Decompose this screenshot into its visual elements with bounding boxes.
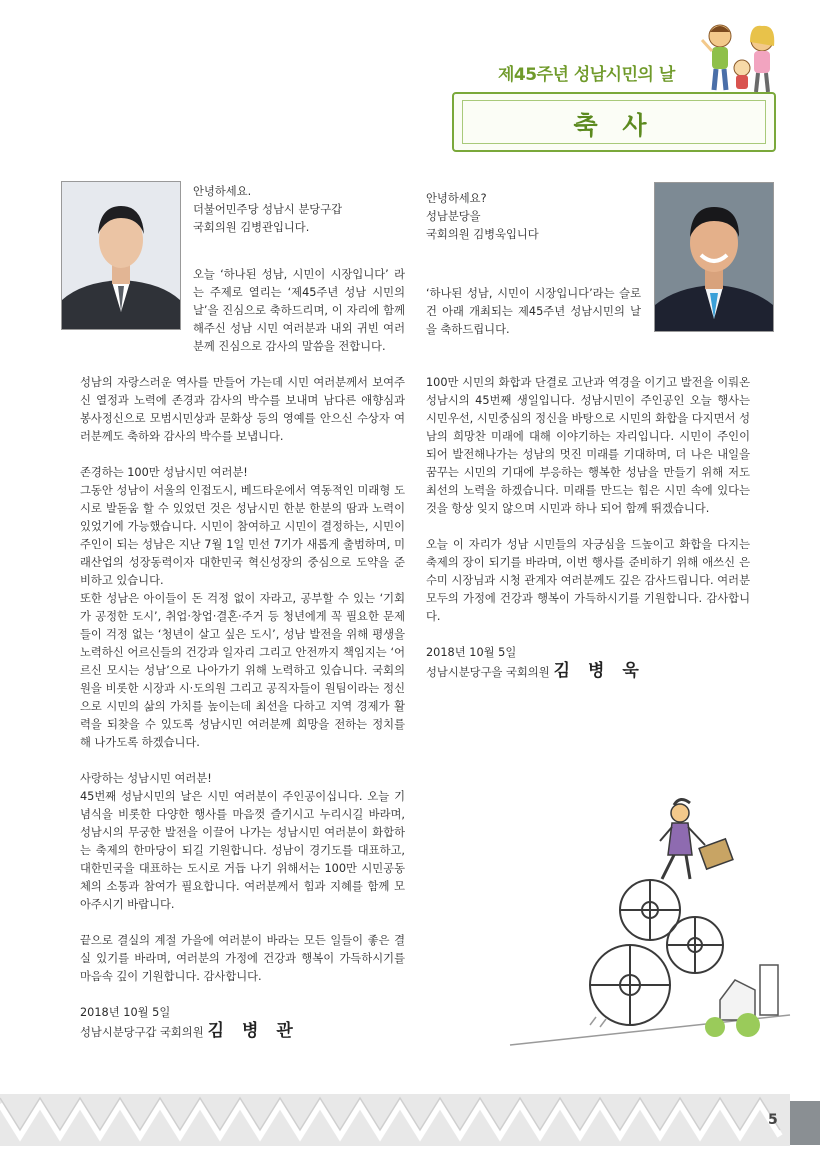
- left-intro: [193, 183, 403, 237]
- header-illustration: [690, 18, 790, 98]
- right-paragraph-3: 오늘 이 자리가 성남 시민들의 자긍심을 드높이고 화합을 다지는 축제의 장이 되기를 바라며, 이번 행사를 준비하기 위해 애쓰신 은수미 시장님과 시청 관계자 여러분께도 깊은 감사드립니다. 여러분 모두의 가정에 건강과 행복이 가득하시기를 기원합니다. 감사합니다.: [426, 538, 750, 623]
- page-number: 5: [768, 1112, 778, 1128]
- left-paragraph: [193, 266, 405, 356]
- right-signature: [426, 662, 750, 682]
- left-paragraph-3: 그동안 성남이 서울의 인접도시, 베드타운에서 역동적인 미래형 도시로 발돋움 할 수 있었던 것은 성남시민 한분 한분의 땀과 노력이 있었기에 가능했습니다. 시민이 참여하고 시민이 결정하는, 시민이 주인이 되는 성남은 지난 7월 1일 민선 7기가 새롭게 출범하며, 미래산업의 성장동력이자 대한민국 혁신성장의 중심으로 도약을 준비하고 있습니다.: [80, 484, 405, 587]
- right-paragraph-1: ‘하나된 성남, 시민이 시장입니다’라는 슬로건 아래 개최되는 제45주년 성남시민의 날을 축하드립니다.: [426, 287, 641, 336]
- title-frame: [452, 92, 776, 152]
- left-signer-title: 성남시분당구갑 국회의원: [80, 1026, 204, 1039]
- right-date: 2018년 10월 5일: [426, 646, 517, 659]
- left-body: [80, 374, 405, 1042]
- portrait-photo-right: [654, 182, 774, 332]
- left-signer-name: 김 병 관: [207, 1021, 299, 1041]
- right-signer-title: 성남시분당구을 국회의원: [426, 666, 550, 679]
- left-paragraph-2: 성남의 자랑스러운 역사를 만들어 가는데 시민 여러분께서 보여주신 열정과 노력에 존경과 감사의 박수를 보내며 남다른 애향심과 봉사정신으로 모범시민상과 문화상 등의 영예를 안으신 수상자 여러분께도 축하와 감사의 박수를 보냅니다.: [80, 376, 405, 443]
- left-intro-line: 국회의원 김병관입니다.: [193, 221, 310, 234]
- right-intro-line: 국회의원 김병욱입니다: [426, 228, 539, 241]
- left-paragraph-5-title: 사랑하는 성남시민 여러분!: [80, 772, 212, 785]
- gears-businessman-illustration: [500, 795, 800, 1060]
- left-intro-line: 안녕하세요.: [193, 185, 252, 198]
- left-intro-line: 더불어민주당 성남시 분당구갑: [193, 203, 343, 216]
- right-body: [426, 374, 750, 682]
- left-paragraph-6: 끝으로 결실의 계절 가을에 여러분이 바라는 모든 일들이 좋은 결실 있기를 바라며, 여러분의 가정에 건강과 행복이 가득하시기를 마음속 깊이 기원합니다. 감사합니다.: [80, 934, 405, 983]
- right-paragraph: [426, 285, 641, 339]
- portrait-photo-left: [61, 181, 181, 330]
- footer-pattern: [0, 1094, 790, 1146]
- page-number-tab: [790, 1101, 820, 1145]
- right-intro-line: 성남분당을: [426, 210, 481, 223]
- right-intro-line: 안녕하세요?: [426, 192, 487, 205]
- right-intro: [426, 190, 646, 244]
- left-paragraph-3-title: 존경하는 100만 성남시민 여러분!: [80, 466, 248, 479]
- left-paragraph-5: 45번째 성남시민의 날은 시민 여러분이 주인공이십니다. 오늘 기념식을 비롯한 다양한 행사를 마음껏 즐기시고 누리시길 바라며, 성남시의 무궁한 발전을 이끌어 나가는 성남시민 여러분이 화합하는 축제의 한마당이 되길 기원합니다. 성남이 경기도를 대표하고, 대한민국을 대표하는 도시로 거듭 나기 위해서는 100만 시민공동체의 소통과 참여가 필요합니다. 여러분께서 힘과 지혜를 함께 모아주시기 바랍니다.: [80, 790, 405, 911]
- left-paragraph-1: 오늘 ‘하나된 성남, 시민이 시장입니다’ 라는 주제로 열리는 ‘제45주년 성남 시민의 날’을 진심으로 축하드리며, 이 자리에 함께 해주신 성남 시민 여러분과 내외 귀빈 여러분께 진심으로 감사의 말씀을 전합니다.: [193, 268, 405, 353]
- right-signer-name: 김 병 욱: [553, 661, 645, 681]
- left-signature: [80, 1022, 405, 1042]
- event-title: 제45주년 성남시민의 날: [498, 65, 675, 85]
- right-paragraph-2: 100만 시민의 화합과 단결로 고난과 역경을 이기고 발전을 이뤄온 성남시의 45번째 생일입니다. 성남시민이 주인공인 오늘 행사는 시민우선, 시민중심의 정신을 바탕으로 시민의 화합을 다지면서 성남의 희망찬 미래에 대해 이야기하는 자리입니다. 시민이 주인이 되어 발전해나가는 성남의 멋진 미래를 기대하며, 더 나은 내일을 꿈꾸는 시민의 기대에 부응하는 행복한 성남을 만들기 위해 저도 최선의 노력을 하겠습니다. 미래를 만드는 힘은 시민 속에 있다는 것을 항상 잊지 않으며 시민과 하나 되어 함께 뛰겠습니다.: [426, 376, 750, 515]
- page-title: 축 사: [573, 111, 655, 140]
- left-paragraph-4: 또한 성남은 아이들이 돈 걱정 없이 자라고, 공부할 수 있는 ‘기회가 공정한 도시’, 취업·창업·결혼·주거 등 청년에게 꼭 필요한 문제들이 걱정 없는 ‘청년이 살고 싶은 도시’, 성남 발전을 위해 평생을 노력하신 어르신들의 건강과 일자리 그리고 안전까지 책임지는 ‘어르신 모시는 성남’으로 나아가기 위해 노력하고 있습니다. 국회의원을 비롯한 시장과 시·도의원 그리고 공직자들이 원팀이라는 정신으로 시민의 삶의 가치를 높이는데 최선을 다하고 지역 경제가 활력을 되찾을 수 있도록 성남시민 여러분께 희망을 전하는 정치를 해 나가도록 하겠습니다.: [80, 592, 405, 749]
- left-date: 2018년 10월 5일: [80, 1006, 171, 1019]
